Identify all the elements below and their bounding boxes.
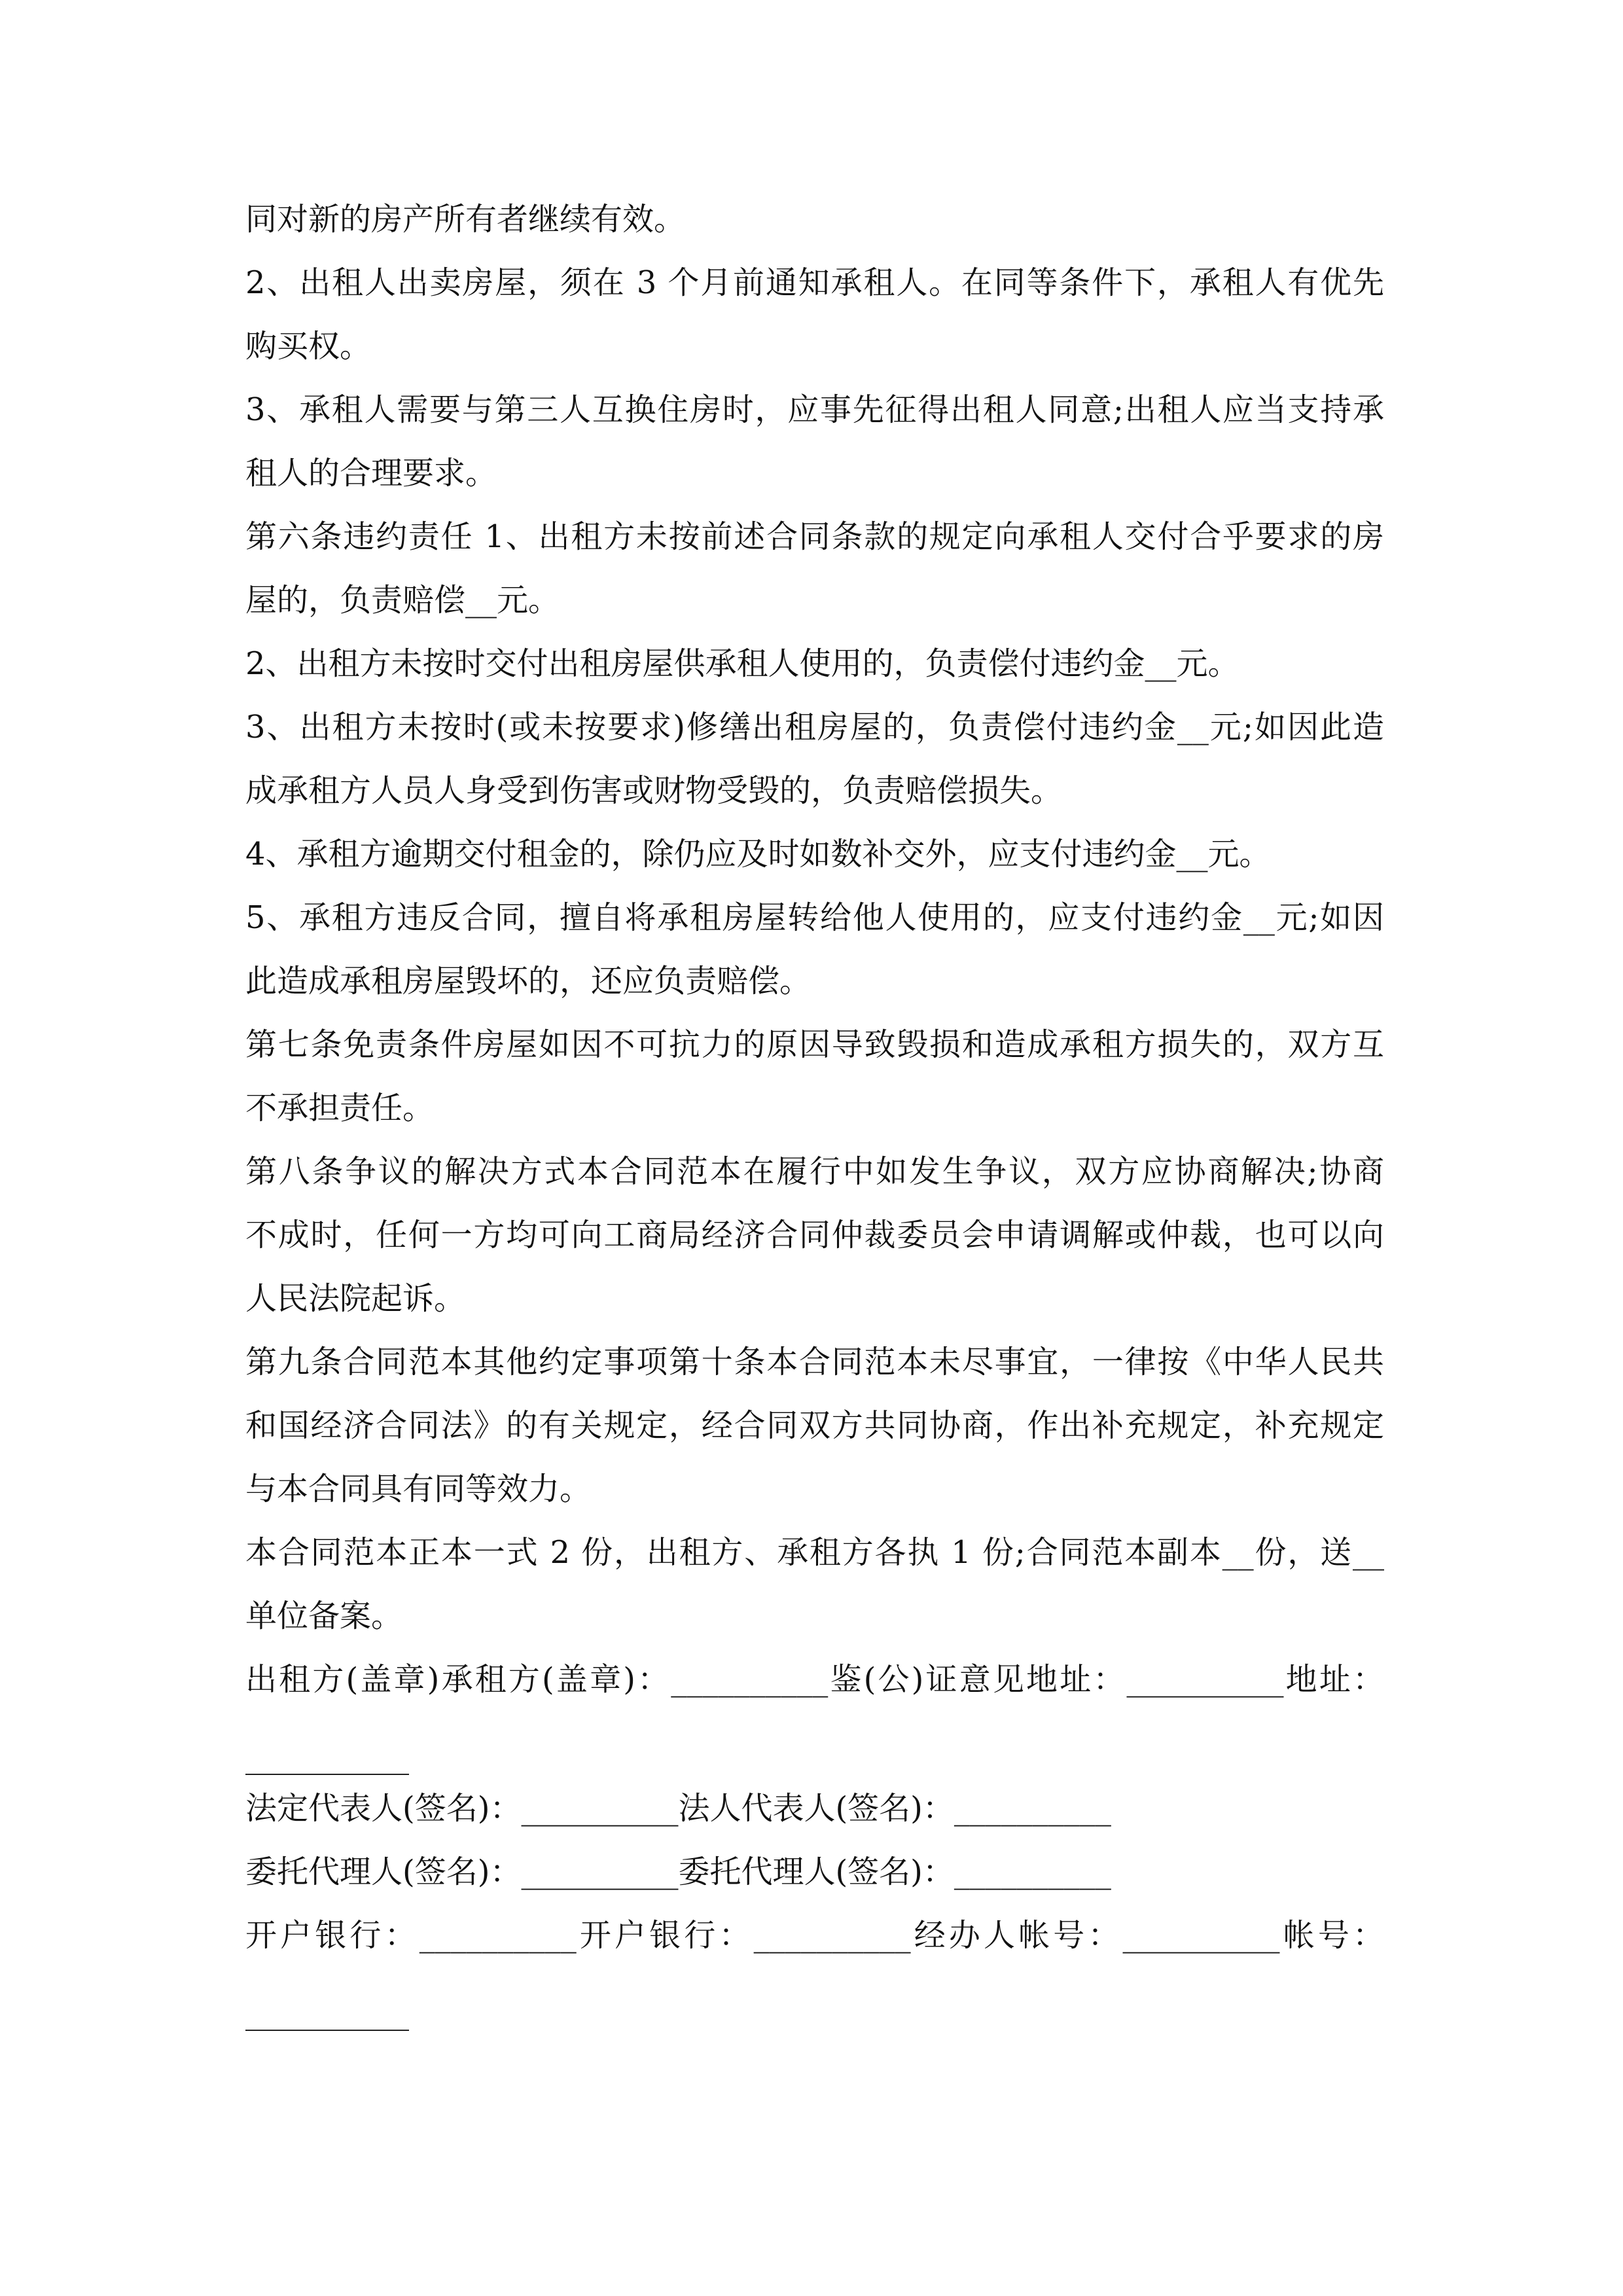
paragraph-line: 第六条违约责任 1、出租方未按前述合同条款的规定向承租人交付合乎要求的房 [245, 518, 1384, 555]
paragraph-line: 本合同范本正本一式 2 份，出租方、承租方各执 1 份;合同范本副本__份，送__ [245, 1534, 1384, 1571]
paragraph-line: 第八条争议的解决方式本合同范本在履行中如发生争议，双方应协商解决;协商 [245, 1153, 1384, 1190]
paragraph-line: 单位备案。 [245, 1598, 403, 1634]
paragraph-line: 4、承租方逾期交付租金的，除仍应及时如数补交外，应支付违约金__元。 [245, 836, 1271, 872]
paragraph-line: 2、出租方未按时交付出租房屋供承租人使用的，负责偿付违约金__元。 [245, 645, 1240, 682]
paragraph-line: 成承租方人员人身受到伤害或财物受毁的，负责赔偿损失。 [245, 772, 1063, 809]
paragraph-line: 与本合同具有同等效力。 [245, 1471, 592, 1507]
paragraph-line: 第九条合同范本其他约定事项第十条本合同范本未尽事宜，一律按《中华人民共 [245, 1344, 1384, 1380]
signature-line-parties: 出租方(盖章)承租方(盖章)：__________鉴(公)证意见地址：__________地址： [245, 1661, 1384, 1698]
paragraph-line: 屋的，负责赔偿__元。 [245, 582, 560, 619]
paragraph-line: 和国经济合同法》的有关规定，经合同双方共同协商，作出补充规定，补充规定 [245, 1407, 1384, 1444]
paragraph-line: 租人的合理要求。 [245, 455, 497, 492]
paragraph-line: 人民法院起诉。 [245, 1280, 466, 1317]
blank-fill-line [245, 2030, 409, 2031]
paragraph-line: 第七条免责条件房屋如因不可抗力的原因导致毁损和造成承租方损失的，双方互 [245, 1026, 1384, 1063]
paragraph-line: 购买权。 [245, 328, 372, 365]
paragraph-line: 不承担责任。 [245, 1090, 435, 1126]
blank-fill-line [245, 1774, 409, 1775]
signature-line-bank: 开户银行：__________开户银行：__________经办人帐号：__________帐号： [245, 1917, 1384, 1954]
paragraph-line: 不成时，任何一方均可向工商局经济合同仲裁委员会申请调解或仲裁，也可以向 [245, 1217, 1384, 1253]
paragraph-line: 同对新的房产所有者继续有效。 [245, 201, 686, 238]
paragraph-line: 3、出租方未按时(或未按要求)修缮出租房屋的，负责偿付违约金__元;如因此造 [245, 709, 1384, 745]
paragraph-line: 此造成承租房屋毁坏的，还应负责赔偿。 [245, 963, 812, 999]
paragraph-line: 2、出租人出卖房屋，须在 3 个月前通知承租人。在同等条件下，承租人有优先 [245, 264, 1384, 301]
signature-line-legal-rep: 法定代表人(签名)：__________法人代表人(签名)：__________ [245, 1790, 1111, 1827]
signature-line-agent: 委托代理人(签名)：__________委托代理人(签名)：__________ [245, 1854, 1111, 1890]
paragraph-line: 3、承租人需要与第三人互换住房时，应事先征得出租人同意;出租人应当支持承 [245, 391, 1384, 428]
paragraph-line: 5、承租方违反合同，擅自将承租房屋转给他人使用的，应支付违约金__元;如因 [245, 899, 1384, 936]
